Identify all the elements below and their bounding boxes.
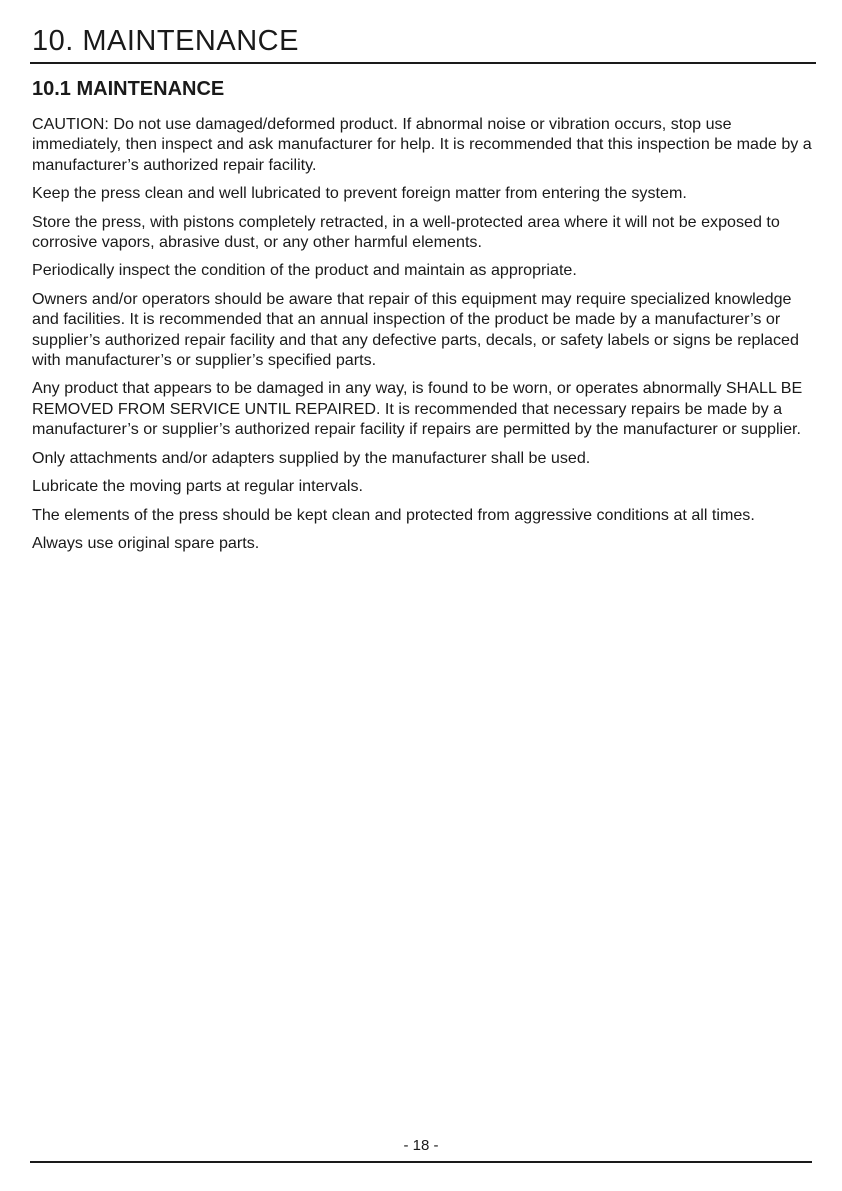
paragraph-attachments: Only attachments and/or adapters supplied by the manufacturer shall be used. [32, 448, 591, 467]
paragraph-owner-repair: Owners and/or operators should be aware that repair of this equipment may require specialized knowledge and facilities. It is recommended that an annual inspection of the product be made by a manufacturer’s or supplier’s authorized repair facility and that any defective parts, decals, or safety labels or signs be replaced with manufacturer’s or supplier’s specified parts. [32, 289, 799, 370]
paragraph-keep-clean: Keep the press clean and well lubricated to prevent foreign matter from entering the system. [32, 184, 687, 203]
paragraph-caution: CAUTION: Do not use damaged/deformed product. If abnormal noise or vibration occurs, stop use immediately, then inspect and ask manufacturer for help. It is recommended that this inspection be made by a manufacturer’s authorized repair facility. [32, 115, 812, 174]
paragraph-remove-from-service: Any product that appears to be damaged in any way, is found to be worn, or operates abnormally SHALL BE REMOVED FROM SERVICE UNTIL REPAIRED. It is recommended that necessary repairs be made by a manufacturer’s or supplier’s authorized repair facility if repairs are permitted by the manufacturer or supplier. [32, 379, 803, 439]
paragraph-lubricate: Lubricate the moving parts at regular intervals. [32, 477, 363, 496]
maintenance-body [32, 114, 818, 561]
paragraph-spare-parts: Always use original spare parts. [32, 533, 260, 552]
paragraph-periodic-inspection: Periodically inspect the condition of the product and maintain as appropriate. [32, 261, 577, 280]
paragraph-storage: Store the press, with pistons completely retracted, in a well-protected area where it will not be exposed to corrosive vapors, abrasive dust, or any other harmful elements. [32, 212, 780, 252]
page-number: - 18 - [403, 1137, 439, 1154]
paragraph-protect-elements: The elements of the press should be kept clean and protected from aggressive conditions at all times. [32, 505, 755, 524]
footer-divider [30, 1161, 812, 1163]
section-title: 10.1 MAINTENANCE [32, 78, 225, 100]
chapter-divider [30, 62, 816, 64]
chapter-title: 10. MAINTENANCE [32, 25, 299, 57]
